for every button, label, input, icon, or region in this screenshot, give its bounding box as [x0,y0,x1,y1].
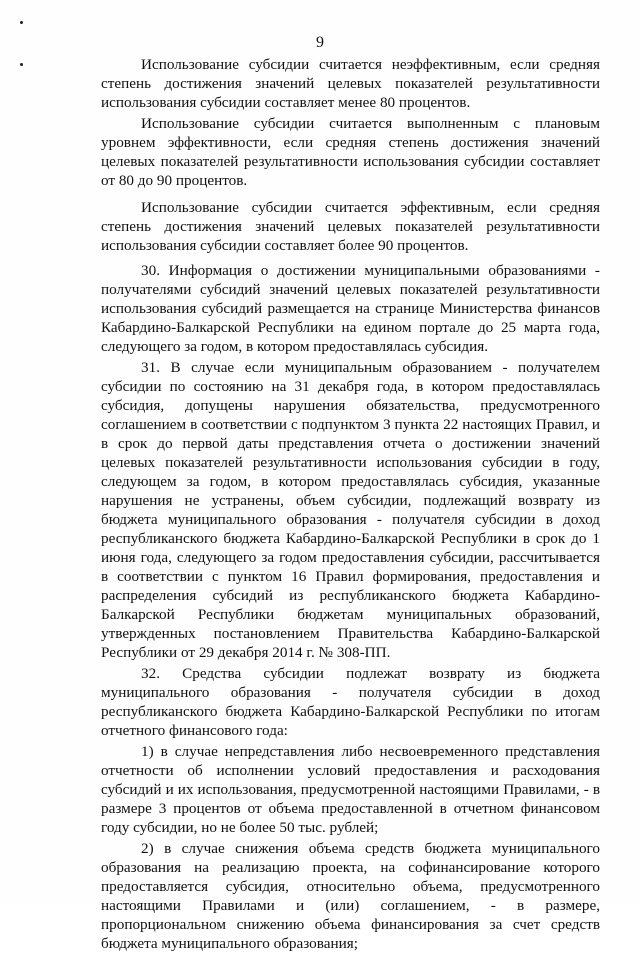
paragraph: 32. Средства субсидии подлежат возврату из бюджета муниципального образования - получателя субсидии в доход республиканского бюджета Кабардино-Балкарской Республики по итогам отчетного финансового года: [101,665,600,739]
paragraph: Использование субсидии считается выполненным с плановым уровнем эффективности, если средняя степень достижения значений целевых показателей результативности использования субсидии составляет от 80 до 90 процентов. [101,115,600,189]
paragraph: 31. В случае если муниципальным образованием - получателем субсидии по состоянию на 31 декабря года, в котором предоставлялась субсидия, допущены нарушения обязательства, предусмотренного соглашением в соответствии с подпунктом 3 пункта 22 настоящих Правил, и в срок до первой даты представления отчета о достижении значений целевых показателей результативности использования субсидии в году, следующем за годом, в котором предоставлялась субсидия, указанные нарушения не устранены, объем субсидии, подлежащий возврату из бюджета муниципального образования - получателя субсидии в доход республиканского бюджета Кабардино-Балкарской Республики в срок до 1 июня года, следующего за годом предоставления субсидии, рассчитывается в соответствии с пунктом 16 Правил формирования, предоставления и распределения субсидий из республиканского бюджета Кабардино-Балкарской Республики бюджетам муниципальных образований, утвержденных постановлением Правительства Кабардино-Балкарской Республики от 29 декабря 2014 г. № 308-ПП. [101,359,600,661]
paragraph: Использование субсидии считается неэффективным, если средняя степень достижения значений целевых показателей результативности использования субсидии составляет менее 80 процентов. [101,56,600,111]
paragraph: 30. Информация о достижении муниципальными образованиями - получателями субсидий значений целевых показателей результативности использования субсидий размещается на странице Министерства финансов Кабардино-Балкарской Республики на едином портале до 25 марта года, следующего за годом, в котором предоставлялась субсидия. [101,262,600,355]
paragraph: 1) в случае непредставления либо несвоевременного представления отчетности об исполнении условий предоставления и расходования субсидий и их использования, предусмотренной настоящими Правилами, - в размере 3 процентов от объема предоставленной в отчетном финансовом году субсидии, но не более 50 тыс. рублей; [101,743,600,836]
page-number: 9 [316,34,324,51]
document-body [101,55,600,953]
paragraph: Использование субсидии считается эффективным, если средняя степень достижения значений целевых показателей результативности использования субсидии составляет более 90 процентов. [101,199,600,254]
scan-speck [20,21,23,24]
paragraph: 2) в случае снижения объема средств бюджета муниципального образования на реализацию проекта, на софинансирование которого предоставляется субсидия, относительно объема, предусмотренного настоящими Правилами и (или) соглашением, - в размере, пропорциональном снижению объема финансирования за счет средств бюджета муниципального образования; [101,840,600,952]
scan-speck [20,63,23,66]
